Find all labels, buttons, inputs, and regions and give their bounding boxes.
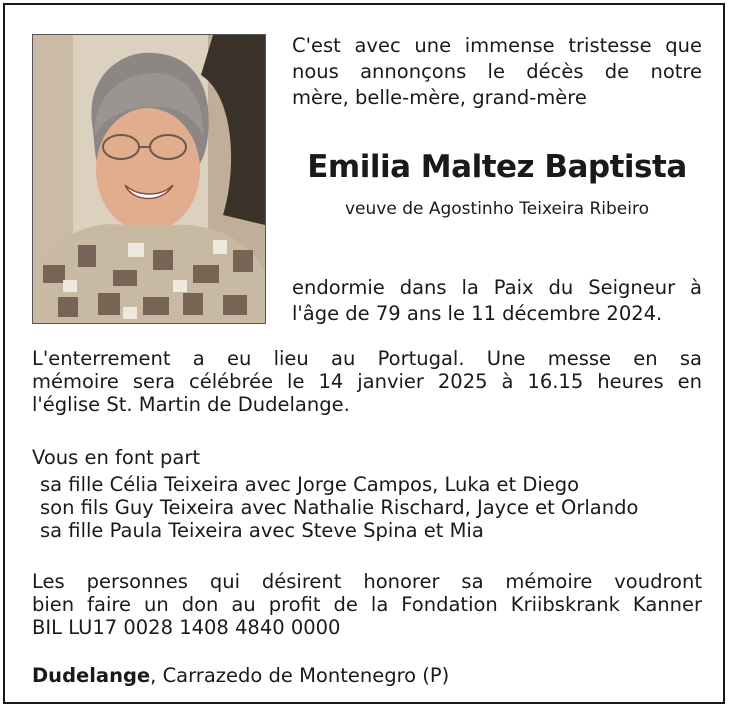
announce-label: Vous en font part <box>32 446 201 469</box>
funeral-text <box>32 347 702 416</box>
death-text <box>292 275 702 327</box>
intro-text <box>292 33 702 111</box>
donation-line: Les personnes qui désirent honorer sa mémoire voudront <box>32 570 702 593</box>
funeral-line: L'enterrement a eu lieu au Portugal. Une messe en sa <box>32 347 702 370</box>
family-member: sa fille Paula Teixeira avec Steve Spina et Mia <box>40 519 484 542</box>
place-line <box>32 663 449 689</box>
place-region: , Carrazedo de Montenegro (P) <box>150 664 450 687</box>
family-member: sa fille Célia Teixeira avec Jorge Campos, Luka et Diego <box>40 473 580 496</box>
donation-line: BIL LU17 0028 1408 4840 0000 <box>32 616 341 639</box>
widow-of-text: veuve de Agostinho Teixeira Ribeiro <box>344 199 650 219</box>
portrait-photo-image <box>33 35 265 323</box>
intro-line: C'est avec une immense tristesse que <box>292 34 702 57</box>
place-town: Dudelange <box>32 664 151 687</box>
death-line: endormie dans la Paix du Seigneur à <box>292 276 702 299</box>
obituary-notice <box>3 3 725 704</box>
portrait-photo <box>32 34 266 324</box>
death-line: l'âge de 79 ans le 11 décembre 2024. <box>292 302 663 325</box>
family-member: son fils Guy Teixeira avec Nathalie Rischard, Jayce et Orlando <box>40 496 639 519</box>
funeral-line: mémoire sera célébrée le 14 janvier 2025 à 16.15 heures en <box>32 370 702 393</box>
intro-line: mère, belle-mère, grand-mère <box>292 86 587 109</box>
funeral-line: l'église St. Martin de Dudelange. <box>32 393 350 416</box>
donation-line: bien faire un don au profit de la Fondation Kriibskrank Kanner <box>32 593 702 616</box>
intro-line: nous annonçons le décès de notre <box>292 60 702 83</box>
deceased-name: Emilia Maltez Baptista <box>307 149 687 185</box>
donation-text <box>32 570 702 639</box>
family-list <box>40 473 720 542</box>
